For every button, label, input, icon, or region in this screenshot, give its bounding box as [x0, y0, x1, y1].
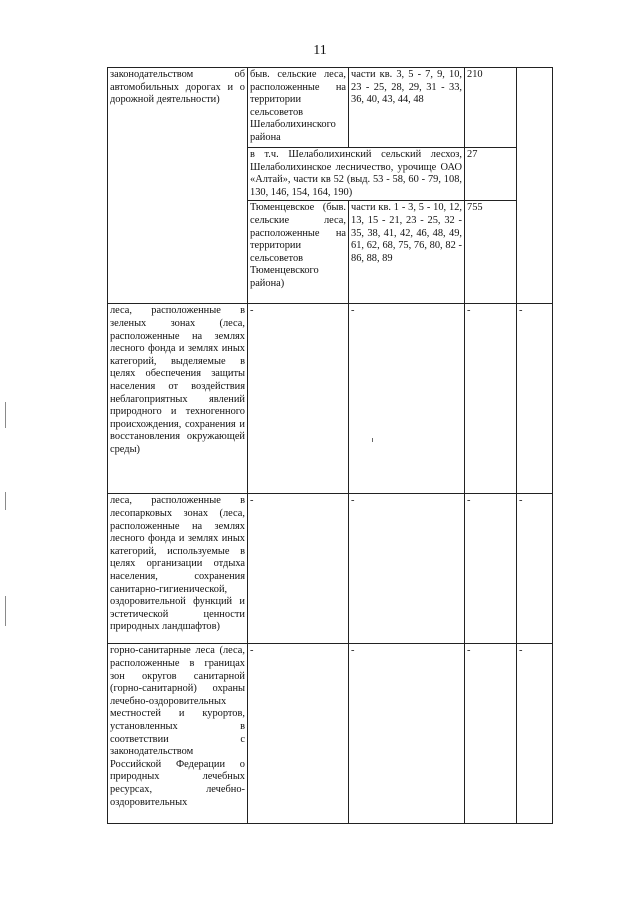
table-row: [108, 494, 553, 644]
area-cell: 27: [465, 148, 517, 201]
margin-mark: [5, 596, 6, 626]
quarters-cell: -: [349, 494, 465, 644]
forest-category-table: [107, 67, 553, 824]
quarters-cell: -: [349, 304, 465, 494]
extra-cell: -: [517, 494, 553, 644]
location-cell: быв. сельские леса, расположенные на территории сельсоветов Шелаболихинского района: [248, 68, 349, 148]
extra-cell: [517, 68, 553, 304]
location-cell: Тюменцевское (быв. сельские леса, расположенные на территории сельсоветов Тюменцевского района): [248, 201, 349, 304]
quarters-cell: -: [349, 644, 465, 824]
location-cell: -: [248, 494, 349, 644]
scan-speck: [372, 438, 373, 442]
area-cell: 755: [465, 201, 517, 304]
area-cell: -: [465, 644, 517, 824]
table-row: [108, 68, 553, 148]
location-cell: в т.ч. Шелаболихинский сельский лесхоз, Шелаболихинское лесничество, урочище ОАО «Алтай», части кв 52 (выд. 53 - 58, 60 - 79, 108, 130, 146, 154, 164, 190): [248, 148, 465, 201]
extra-cell: -: [517, 644, 553, 824]
table-row: [108, 644, 553, 824]
area-cell: -: [465, 304, 517, 494]
extra-cell: -: [517, 304, 553, 494]
page-number: 11: [313, 43, 327, 58]
category-cell: законодательством об автомобильных дорогах и о дорожной деятельности): [108, 68, 248, 304]
margin-mark: [5, 492, 6, 510]
table-row: [108, 304, 553, 494]
category-cell: горно-санитарные леса (леса, расположенные в границах зон округов санитарной (горно-санитарной) охраны лечебно-оздоровительных местностей и курортов, установленных в соответствии с законодательством Российской Федерации о природных лечебных ресурсах, лечебно-оздоровительных: [108, 644, 248, 824]
category-cell: леса, расположенные в лесопарковых зонах (леса, расположенные на землях лесного фонда и землях иных категорий, используемые в целях организации отдыха населения, сохранения санитарно-гигиенической, оздоровительной функций и эстетической ценности природных ландшафтов): [108, 494, 248, 644]
location-cell: -: [248, 304, 349, 494]
quarters-cell: части кв. 3, 5 - 7, 9, 10, 23 - 25, 28, 29, 31 - 33, 36, 40, 43, 44, 48: [349, 68, 465, 148]
area-cell: -: [465, 494, 517, 644]
location-cell: -: [248, 644, 349, 824]
quarters-cell: части кв. 1 - 3, 5 - 10, 12, 13, 15 - 21, 23 - 25, 32 - 35, 38, 41, 42, 46, 48, 49, 61, 62, 68, 75, 76, 80, 82 - 86, 88, 89: [349, 201, 465, 304]
category-cell: леса, расположенные в зеленых зонах (леса, расположенные на землях лесного фонда и землях иных категорий, выделяемые в целях обеспечения защиты населения от воздействия неблагоприятных явлений природного и техногенного происхождения, сохранения и восстановления окружающей среды): [108, 304, 248, 494]
margin-mark: [5, 402, 6, 428]
area-cell: 210: [465, 68, 517, 148]
